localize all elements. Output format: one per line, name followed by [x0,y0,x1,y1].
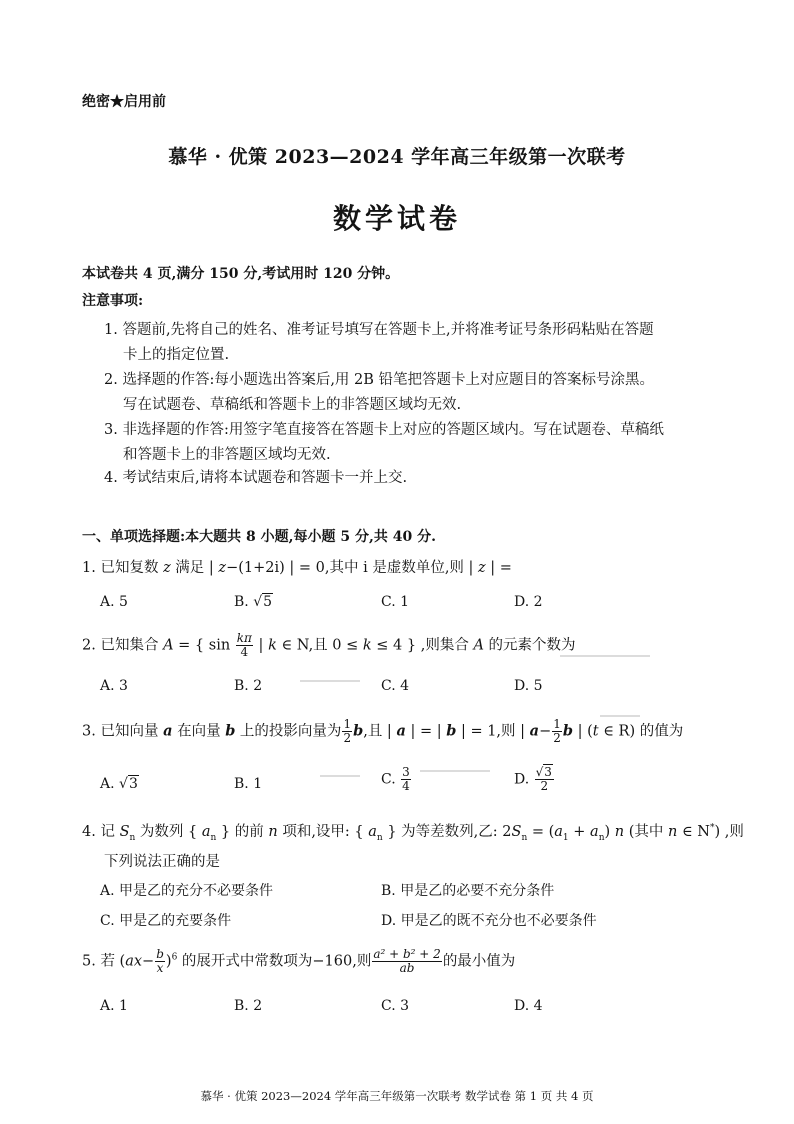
q3-option-c-fraction [401,766,411,793]
q1-option-b-radicand: 5 [263,594,273,610]
note-1-line-1: 1. 答题前,先将自己的姓名、准考证号填写在答题卡上,并将准考证号条形码粘贴在答题 [104,322,654,338]
q4-var: a [368,824,377,840]
q1-text: 1. 已知复数 [82,560,164,576]
q2-var: A [163,637,174,654]
q5-option-d: D. 4 [514,998,543,1014]
q4-var: S [511,824,522,840]
q1-option-c: C. 1 [381,594,410,610]
q3-option-a-label: A. [100,776,120,792]
q3-option-d-radicand: 3 [544,765,552,779]
sqrt-symbol: √3 [119,776,138,792]
q2-option-b: B. 2 [234,678,263,694]
q5-exponent: 6 [171,952,178,963]
q2-text: ≤ 4 } ,则集合 [371,637,474,654]
q5-frac-num: b [156,947,164,961]
q3-vector: b [446,722,457,740]
q3-text: | = 1,则 | [456,723,530,740]
q5-frac2-den: ab [399,961,415,975]
q3-vector: a [396,722,406,740]
q2-option-a: A. 3 [100,678,128,694]
q3-option-d-radicand-wrap [543,766,553,779]
q4-text: (其中 [624,824,668,840]
q3-frac-num: 1 [553,717,561,731]
q5-text: 5. 若 ( [82,953,126,970]
q2-var: k [268,637,277,654]
q3-text: ∈ R) 的值为 [598,723,684,740]
confidential-label: 绝密★启用前 [82,94,166,110]
q3-option-a [100,776,139,792]
q4-var: a [590,824,599,840]
q4-var: a [201,824,211,840]
q4-var: S [119,824,130,840]
q5-text: 的最小值为 [442,953,516,970]
q3-text: 上的投影向量为 [235,723,342,740]
q4-var: n [268,824,278,840]
q3-option-c [381,766,412,793]
question-4-stem-line-1 [82,820,744,843]
q1-text: | = [485,560,512,576]
q4-var: a [554,824,563,840]
q5-text: − [142,953,155,970]
question-2-stem [82,632,576,659]
q4-text: } 为等差数列,乙: 2 [382,824,512,840]
q4-option-b: B. 甲是乙的必要不充分条件 [381,883,555,899]
question-4-stem-line-2: 下列说法正确的是 [104,854,220,870]
note-2-line-1: 2. 选择题的作答:每小题选出答案后,用 2B 铅笔把答题卡上对应题目的答案标号涂黑。 [104,372,655,388]
sqrt-symbol: √5 [253,594,273,610]
q2-text: = { sin [173,637,235,654]
q4-option-c: C. 甲是乙的充要条件 [100,913,232,929]
q1-option-d: D. 2 [514,594,543,610]
q3-option-c-num: 3 [402,765,410,779]
q2-text: 2. 已知集合 [82,637,164,654]
q5-text: 的展开式中常数项为−160,则 [177,953,372,970]
q3-text: − [539,723,552,740]
q3-vector: a [163,722,173,740]
q5-fraction [155,948,165,975]
note-2-line-2: 写在试题卷、草稿纸和答题卡上的非答题区域均无效. [123,397,462,413]
note-2 [104,368,654,418]
q2-frac-den: 4 [240,645,249,659]
q2-fraction [236,632,253,659]
q4-sub: n [598,832,605,843]
q3-option-d-den: 2 [540,779,549,793]
q3-option-d [514,766,555,793]
q2-var: k [362,637,372,654]
subject-title: 数学试卷 [332,202,461,235]
q5-option-c: C. 3 [381,998,410,1014]
q2-option-c: C. 4 [381,678,410,694]
q4-sub: n [521,832,528,843]
q3-text: ,且 | [363,723,397,740]
question-3-stem [82,718,683,745]
question-5-stem [82,948,515,975]
note-4-line-1: 4. 考试结束后,请将本试题卷和答题卡一并上交. [104,470,408,486]
q3-option-a-radicand: 3 [128,776,138,792]
q3-frac-den: 2 [553,731,561,745]
q3-vector: b [353,722,364,740]
notes-heading: 注意事项: [82,293,144,309]
note-4 [104,466,407,491]
q4-sub: n [129,832,136,843]
note-1-line-2: 卡上的指定位置. [123,347,230,363]
note-3-line-2: 和答题卡上的非答题区域均无效. [123,447,331,463]
q4-sub: n [376,832,383,843]
q3-fraction [342,718,352,745]
q3-frac-num: 1 [343,717,352,731]
q1-var-z: z [163,560,171,576]
q3-vector: b [562,722,573,740]
q2-option-d: D. 5 [514,678,543,694]
sqrt-symbol: √ [535,765,544,779]
q4-text: = ( [527,824,555,840]
note-3-line-1: 3. 非选择题的作答:用签字笔直接答在答题卡上对应的答题区域内。写在试题卷、草稿纸 [104,422,664,438]
q4-var: n [614,824,625,840]
q2-text: ∈ N,且 0 ≤ [276,637,363,654]
q3-option-b: B. 1 [234,776,263,792]
q5-option-b: B. 2 [234,998,263,1014]
q5-var: ax [125,953,143,970]
q3-option-d-num [535,766,554,780]
scan-speck [560,655,650,657]
scan-speck [420,770,490,772]
q4-sup: * [709,823,715,834]
q4-text: ∈ N [677,824,710,840]
q4-text: 项和,设甲: { [277,824,369,840]
q3-option-d-label: D. [514,771,534,788]
q3-vector: a [529,722,540,740]
section-heading: 一、单项选择题:本大题共 8 小题,每小题 5 分,共 40 分. [82,529,436,545]
note-1 [104,318,654,368]
q3-option-c-label: C. [381,771,401,788]
q3-text: | = | [405,723,447,740]
q2-text: | [253,637,269,654]
q5-frac-den: x [156,961,164,975]
q2-frac-num: kπ [236,631,252,645]
note-3 [104,418,664,468]
q4-text: } 的前 [216,824,269,840]
q1-var-z: z [218,560,227,576]
q3-text: 3. 已知向量 [82,723,164,740]
q3-vector: b [225,722,236,740]
q3-text: | ( [573,723,593,740]
scan-speck [300,680,360,682]
q1-var-z: z [478,560,486,576]
q3-text: 在向量 [172,723,226,740]
q1-option-b [234,594,273,610]
q1-option-a: A. 5 [100,594,128,610]
q2-text: 的元素个数为 [483,637,576,654]
q4-text: ) ,则 [714,824,744,840]
q4-option-a: A. 甲是乙的充分不必要条件 [100,883,274,899]
exam-title: 慕华 · 优策 2023—2024 学年高三年级第一次联考 [168,146,626,168]
q4-sub: n [210,832,217,843]
q4-option-d: D. 甲是乙的既不充分也不必要条件 [381,913,597,929]
q3-var: t [592,723,599,740]
q1-text: −(1+2i) | = 0,其中 i 是虚数单位,则 | [226,560,479,576]
q3-option-c-den: 4 [402,779,410,793]
q4-var: n [668,824,678,840]
q1-option-b-label: B. [234,594,254,610]
q4-text: 为数列 { [135,824,202,840]
q4-sub: 1 [562,832,569,843]
q5-frac2-num: a² + b² + 2 [373,947,441,961]
page-footer: 慕华 · 优策 2023—2024 学年高三年级第一次联考 数学试卷 第 1 页 共 4 页 [200,1089,594,1103]
q5-option-a: A. 1 [100,998,128,1014]
q4-text: 4. 记 [82,824,120,840]
q5-fraction-2 [372,948,441,975]
q3-option-d-fraction [535,766,554,793]
q3-fraction [552,718,562,745]
exam-info: 本试卷共 4 页,满分 150 分,考试用时 120 分钟。 [82,266,400,282]
q2-var: A [473,637,484,654]
question-1-stem [82,556,512,577]
q4-text: + [568,824,591,840]
scan-speck [600,715,640,717]
q5-text: ) [165,953,172,970]
scan-speck [320,775,360,777]
q3-frac-den: 2 [343,731,352,745]
q1-text: 满足 | [170,560,219,576]
q4-text: ) [604,824,615,840]
